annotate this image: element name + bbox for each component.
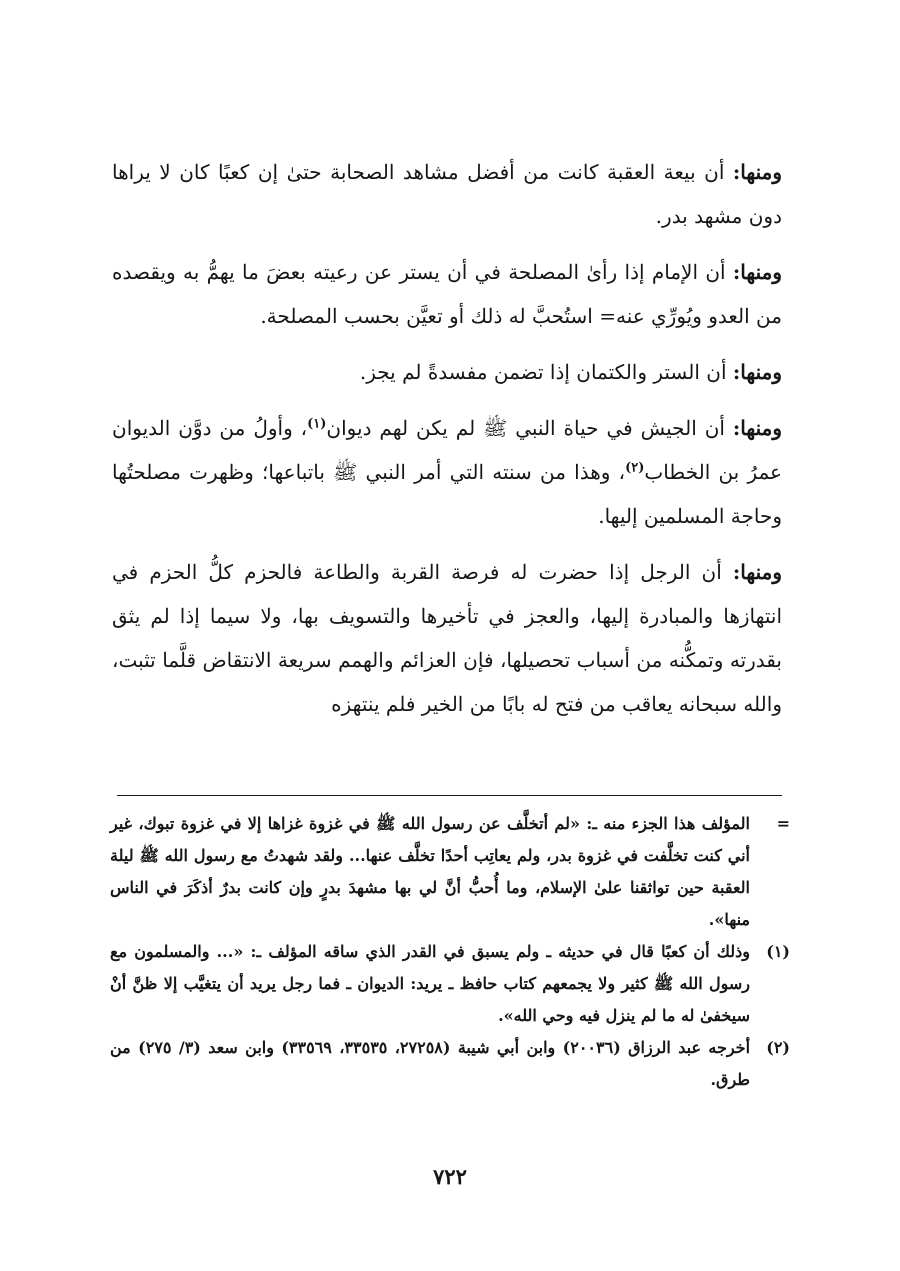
paragraph-5 <box>112 550 782 726</box>
footnote-1 <box>110 936 790 1032</box>
page-number: ٧٢٢ <box>433 1164 467 1189</box>
paragraph-1-text: أن بيعة العقبة كانت من أفضل مشاهد الصحابة حتىٰ إن كعبًا كان لا يراها دون مشهد بدر. <box>112 160 782 228</box>
paragraph-1-lead: ومنها: <box>732 160 782 184</box>
footnote-ref-2[interactable]: (٢) <box>625 460 645 476</box>
paragraph-1 <box>112 150 782 238</box>
paragraph-4-text-middle: ، وأولُ من دوَّن الديوان عمرُ بن الخطاب <box>112 416 782 484</box>
footnote-1-text: وذلك أن كعبًا قال في حديثه ـ ولم يسبق في القدر الذي ساقه المؤلف ـ: «... والمسلمون مع رسول الله ﷺ كثير ولا يجمعهم كتاب حافظ ـ يريد: الديوان ـ فما رجل يريد أن يتغيَّب إلا ظنَّ أنْ سيخفىٰ له ما لم ينزل فيه وحي الله». <box>110 942 750 1025</box>
footnote-2-marker: (٢) <box>766 1038 790 1057</box>
footnote-2 <box>110 1032 790 1096</box>
paragraph-5-lead: ومنها: <box>732 560 782 584</box>
footnotes <box>110 808 790 1096</box>
paragraph-3 <box>112 350 782 394</box>
footnote-continuation-text: المؤلف هذا الجزء منه ـ: «لم أتخلَّف عن رسول الله ﷺ في غزوة غزاها إلا في غزوة تبوك، غير أني كنت تخلَّفت في غزوة بدر، ولم يعاتِب أحدًا تخلَّف عنها... ولقد شهدتُ مع رسول الله ﷺ ليلة العقبة حين تواثقنا علىٰ الإسلام، وما أُحبُّ أنَّ لي بها مشهدَ بدرٍ وإن كانت بدرٌ أذكَرَ في الناس منها». <box>110 814 750 929</box>
paragraph-4-text-after: ، وهذا من سنته التي أمر النبي ﷺ باتباعها؛ وظهرت مصلحتُها وحاجة المسلمين إليها. <box>112 460 782 528</box>
paragraph-3-text: أن الستر والكتمان إذا تضمن مفسدةً لم يجز. <box>359 360 733 384</box>
paragraph-4 <box>112 406 782 538</box>
footnote-2-text: أخرجه عبد الرزاق (٢٠٠٣٦) وابن أبي شيبة (٢٧٢٥٨، ٣٣٥٣٥، ٣٣٥٦٩) وابن سعد (٣/ ٢٧٥) من طرق. <box>110 1038 751 1089</box>
paragraph-2 <box>112 250 782 338</box>
footnote-1-marker: (١) <box>766 942 790 961</box>
footnote-separator <box>117 795 782 796</box>
paragraph-4-text-before: أن الجيش في حياة النبي ﷺ لم يكن لهم ديوان <box>326 416 733 440</box>
footnote-ref-1[interactable]: (١) <box>307 416 327 432</box>
paragraph-5-text: أن الرجل إذا حضرت له فرصة القربة والطاعة فالحزم كلُّ الحزم في انتهازها والمبادرة إليها، والعجز في تأخيرها والتسويف بها، ولا سيما إذا لم يثق بقدرته وتمكُّنه من أسباب تحصيلها، فإن العزائم والهمم سريعة الانتقاض قلَّما تثبت، والله سبحانه يعاقب من فتح له بابًا من الخير فلم ينتهزه <box>112 560 782 716</box>
footnote-continuation-marker: = <box>776 814 790 833</box>
main-text <box>112 150 782 738</box>
footnote-continuation <box>110 808 790 936</box>
paragraph-2-text: أن الإمام إذا رأىٰ المصلحة في أن يستر عن رعيته بعضَ ما يهمُّ به ويقصده من العدو ويُورِّي عنه= استُحبَّ له ذلك أو تعيَّن بحسب المصلحة. <box>112 260 782 328</box>
paragraph-2-lead: ومنها: <box>732 260 782 284</box>
paragraph-3-lead: ومنها: <box>732 360 782 384</box>
paragraph-4-lead: ومنها: <box>732 416 782 440</box>
